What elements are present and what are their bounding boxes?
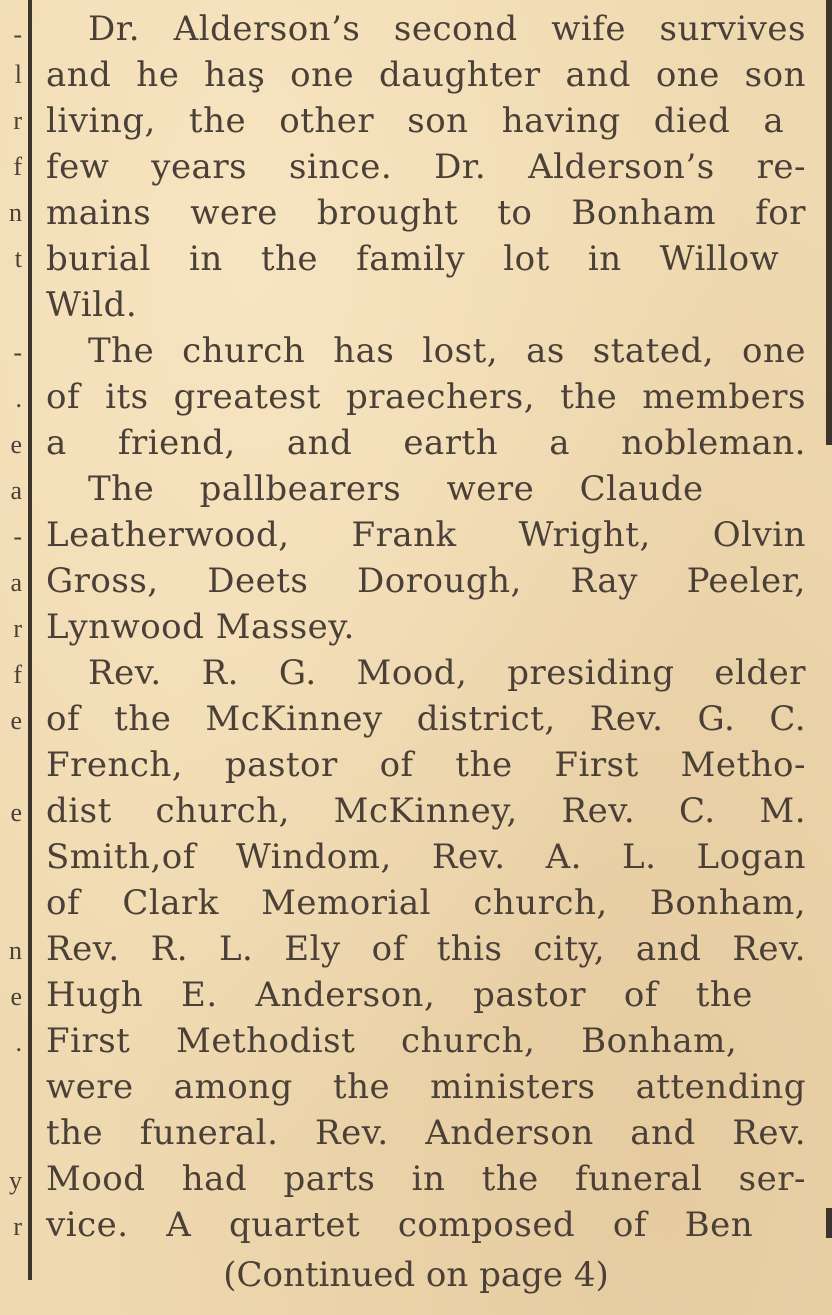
- text-line: few years since. Dr. Alderson’s re-: [46, 147, 806, 187]
- continued-note: (Continued on page 4): [223, 1255, 609, 1295]
- text-line: dist church, McKinney, Rev. C. M.: [46, 791, 806, 831]
- paragraph-pallbearers: [46, 466, 806, 650]
- text-line: of Clark Memorial church, Bonham,: [46, 883, 806, 923]
- column-rule-right-lower: [826, 1208, 832, 1238]
- text-line: mains were brought to Bonham for: [46, 193, 806, 233]
- fragment: -: [13, 338, 22, 367]
- text-line: Mood had parts in the funeral ser-: [46, 1159, 806, 1199]
- paragraph-church-loss: [46, 328, 806, 466]
- text-line: Smith,of Windom, Rev. A. L. Logan: [46, 837, 806, 877]
- fragment: -: [13, 20, 22, 49]
- fragment: -: [13, 522, 22, 551]
- text-line: French, pastor of the First Metho-: [46, 745, 806, 785]
- text-line: and he haş one daughter and one son: [46, 55, 806, 95]
- text-line: a friend, and earth a nobleman.: [46, 423, 806, 463]
- fragment: e: [10, 982, 22, 1011]
- column-rule-right: [826, 0, 832, 445]
- text-line: The pallbearers were Claude: [88, 469, 704, 509]
- text-line: Wild.: [46, 285, 138, 325]
- newspaper-article: [46, 6, 806, 1248]
- text-line: of the McKinney district, Rev. G. C.: [46, 699, 806, 739]
- text-line: The church has lost, as stated, one: [88, 331, 806, 371]
- fragment: r: [13, 106, 22, 135]
- fragment: e: [10, 706, 22, 735]
- fragment: .: [15, 1028, 22, 1057]
- column-rule-left: [28, 0, 32, 1280]
- text-line: Lynwood Massey.: [46, 607, 355, 647]
- fragment: a: [10, 476, 22, 505]
- fragment: e: [10, 430, 22, 459]
- text-line: the funeral. Rev. Anderson and Rev.: [46, 1113, 806, 1153]
- text-line: Leatherwood, Frank Wright, Olvin: [46, 515, 806, 555]
- fragment: .: [15, 384, 22, 413]
- fragment: y: [9, 1166, 22, 1195]
- text-line: burial in the family lot in Willow: [46, 239, 780, 279]
- fragment: f: [13, 152, 22, 181]
- fragment: a: [10, 568, 22, 597]
- text-line: of its greatest praechers, the members: [46, 377, 806, 417]
- text-line: Dr. Alderson’s second wife survives: [88, 9, 806, 49]
- fragment: f: [13, 660, 22, 689]
- text-line: Rev. R. L. Ely of this city, and Rev.: [46, 929, 806, 969]
- text-line: Rev. R. G. Mood, presiding elder: [88, 653, 806, 693]
- text-line: Hugh E. Anderson, pastor of the: [46, 975, 753, 1015]
- fragment: l: [14, 60, 22, 89]
- fragment: t: [14, 244, 22, 273]
- adjacent-column-fragments: [0, 0, 22, 1315]
- paragraph-survivors: [46, 6, 806, 328]
- text-line: vice. A quartet composed of Ben: [46, 1205, 754, 1245]
- text-line: living, the other son having died a: [46, 101, 785, 141]
- fragment: n: [9, 936, 22, 965]
- text-line: were among the ministers attending: [46, 1067, 806, 1107]
- fragment: n: [9, 198, 22, 227]
- fragment: e: [10, 798, 22, 827]
- fragment: r: [13, 614, 22, 643]
- fragment: r: [13, 1212, 22, 1241]
- text-line: Gross, Deets Dorough, Ray Peeler,: [46, 561, 806, 601]
- paragraph-ministers: [46, 650, 806, 1248]
- text-line: First Methodist church, Bonham,: [46, 1021, 738, 1061]
